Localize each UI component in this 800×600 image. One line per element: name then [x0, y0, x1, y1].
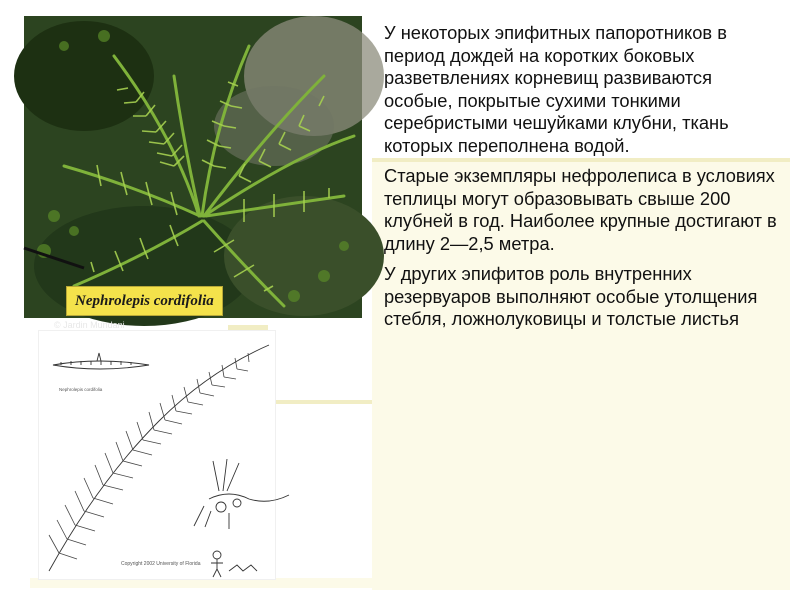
paragraph: У других эпифитов роль внутренних резервуаров выполняют особые утолщения стебля, ложнолуковицы и толстые листья — [384, 263, 758, 329]
drawing-label: Nephrolepis cordifolia — [59, 387, 103, 392]
decorative-rule — [272, 400, 372, 404]
photo-credit: © Jardin Mundani — [54, 320, 125, 330]
paragraph: У некоторых эпифитных папоротников в период дождей на коротких боковых разветвлениях корневищ развиваются особые, покрытые сухими тонкими серебристыми чешуйками клубни, ткань которых переполнена водой. — [384, 22, 729, 156]
fern-drawing-illustration — [39, 331, 275, 579]
photo-caption: Nephrolepis cordifolia — [66, 286, 223, 316]
fern-photo-illustration — [24, 16, 362, 318]
body-text — [384, 22, 784, 339]
fern-photo — [24, 16, 362, 330]
fern-botanical-drawing — [38, 330, 276, 580]
paragraph: Старые экземпляры нефролеписа в условиях теплицы могут образовывать свыше 200 клубней в год. Наиболее крупные достигают в длину 2—2,5 метра. — [384, 165, 777, 254]
drawing-copyright: Copyright 2002 University of Florida — [121, 561, 201, 567]
